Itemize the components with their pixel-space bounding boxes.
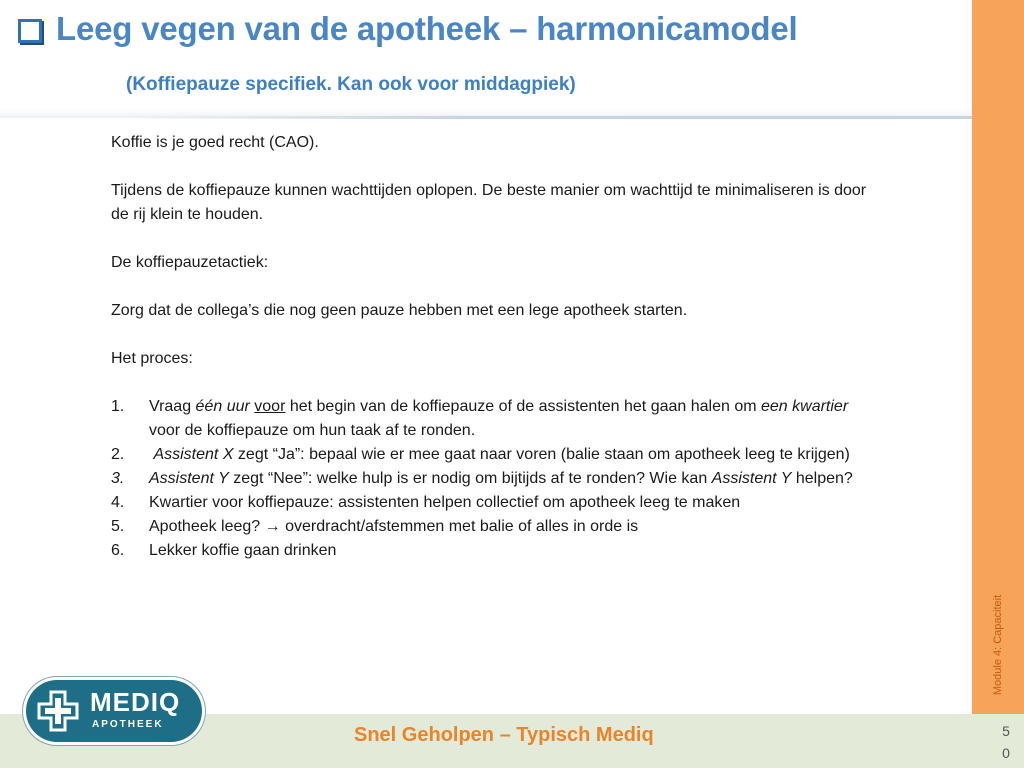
checkbox-icon: [18, 19, 42, 43]
step-text: Apotheek leeg?: [149, 518, 265, 535]
paragraph-tactiek: De koffiepauzetactiek:: [111, 254, 269, 271]
list-item-step-6: [111, 539, 881, 563]
step-number: 5.: [111, 518, 125, 535]
list-item-step-4: [111, 491, 881, 515]
module-label: Module 4: Capaciteit: [992, 594, 1004, 696]
step-text: Vraag: [149, 398, 196, 415]
paragraph-proces: Het proces:: [111, 350, 193, 367]
step-text: overdracht/afstemmen met balie of alles in orde is: [280, 518, 639, 535]
step-emphasis: Assistent Y: [149, 470, 229, 487]
cross-icon: [36, 689, 80, 733]
list-item-step-3: [111, 467, 881, 491]
step-text: voor de koffiepauze om hun taak af te ronden.: [149, 422, 476, 439]
footer-slogan: Snel Geholpen – Typisch Mediq: [354, 724, 654, 746]
title-row: [18, 10, 797, 48]
list-item-step-1: [111, 395, 881, 443]
step-emphasis: één uur: [195, 398, 250, 415]
step-text: het begin van de koffiepauze of de assistenten het gaan halen om: [285, 398, 761, 415]
step-number: 2.: [111, 446, 125, 463]
step-emphasis: Assistent Y: [711, 470, 792, 487]
step-text: helpen?: [791, 470, 853, 487]
page-title: Leeg vegen van de apotheek – harmonicamodel: [56, 10, 798, 47]
mediq-logo: [26, 680, 202, 742]
step-emphasis: Assistent X: [153, 446, 234, 463]
step-text: Kwartier voor koffiepauze: assistenten helpen collectief om apotheek leeg te maken: [149, 494, 741, 511]
step-text: Lekker koffie gaan drinken: [149, 542, 337, 559]
paragraph-collega: Zorg dat de collega’s die nog geen pauze hebben met een lege apotheek starten.: [111, 302, 688, 319]
step-number: 3.: [111, 470, 125, 487]
body-text: [111, 131, 881, 563]
logo-subtitle: APOTHEEK: [92, 719, 164, 730]
logo-name: MEDIQ: [90, 687, 181, 717]
step-number: 4.: [111, 494, 125, 511]
step-underline: voor: [254, 398, 286, 415]
paragraph-wachttijden: Tijdens de koffiepauze kunnen wachttijden oplopen. De beste manier om wachttijd te minimaliseren is door de rij klein te houden.: [111, 182, 867, 223]
step-text: zegt “Nee”: welke hulp is er nodig om bijtijds af te ronden? Wie kan: [228, 470, 712, 487]
header-divider: [120, 116, 972, 119]
list-item-step-2: [111, 443, 881, 467]
slide-header: [0, 0, 972, 118]
step-text: zegt “Ja”: bepaal wie er mee gaat naar voren (balie staan om apotheek leeg te krijgen): [233, 446, 850, 463]
step-emphasis: een kwartier: [761, 398, 849, 415]
paragraph-cao: Koffie is je goed recht (CAO).: [111, 134, 319, 151]
footer-band-corner: [972, 714, 1024, 768]
arrow-right-icon: →: [264, 518, 281, 535]
list-item-step-5: [111, 515, 881, 539]
page-number: 50: [1002, 723, 1010, 761]
step-number: 6.: [111, 542, 125, 559]
process-steps-list: [111, 395, 881, 563]
page-subtitle: (Koffiepauze specifiek. Kan ook voor middagpiek): [126, 74, 576, 95]
step-number: 1.: [111, 398, 125, 415]
